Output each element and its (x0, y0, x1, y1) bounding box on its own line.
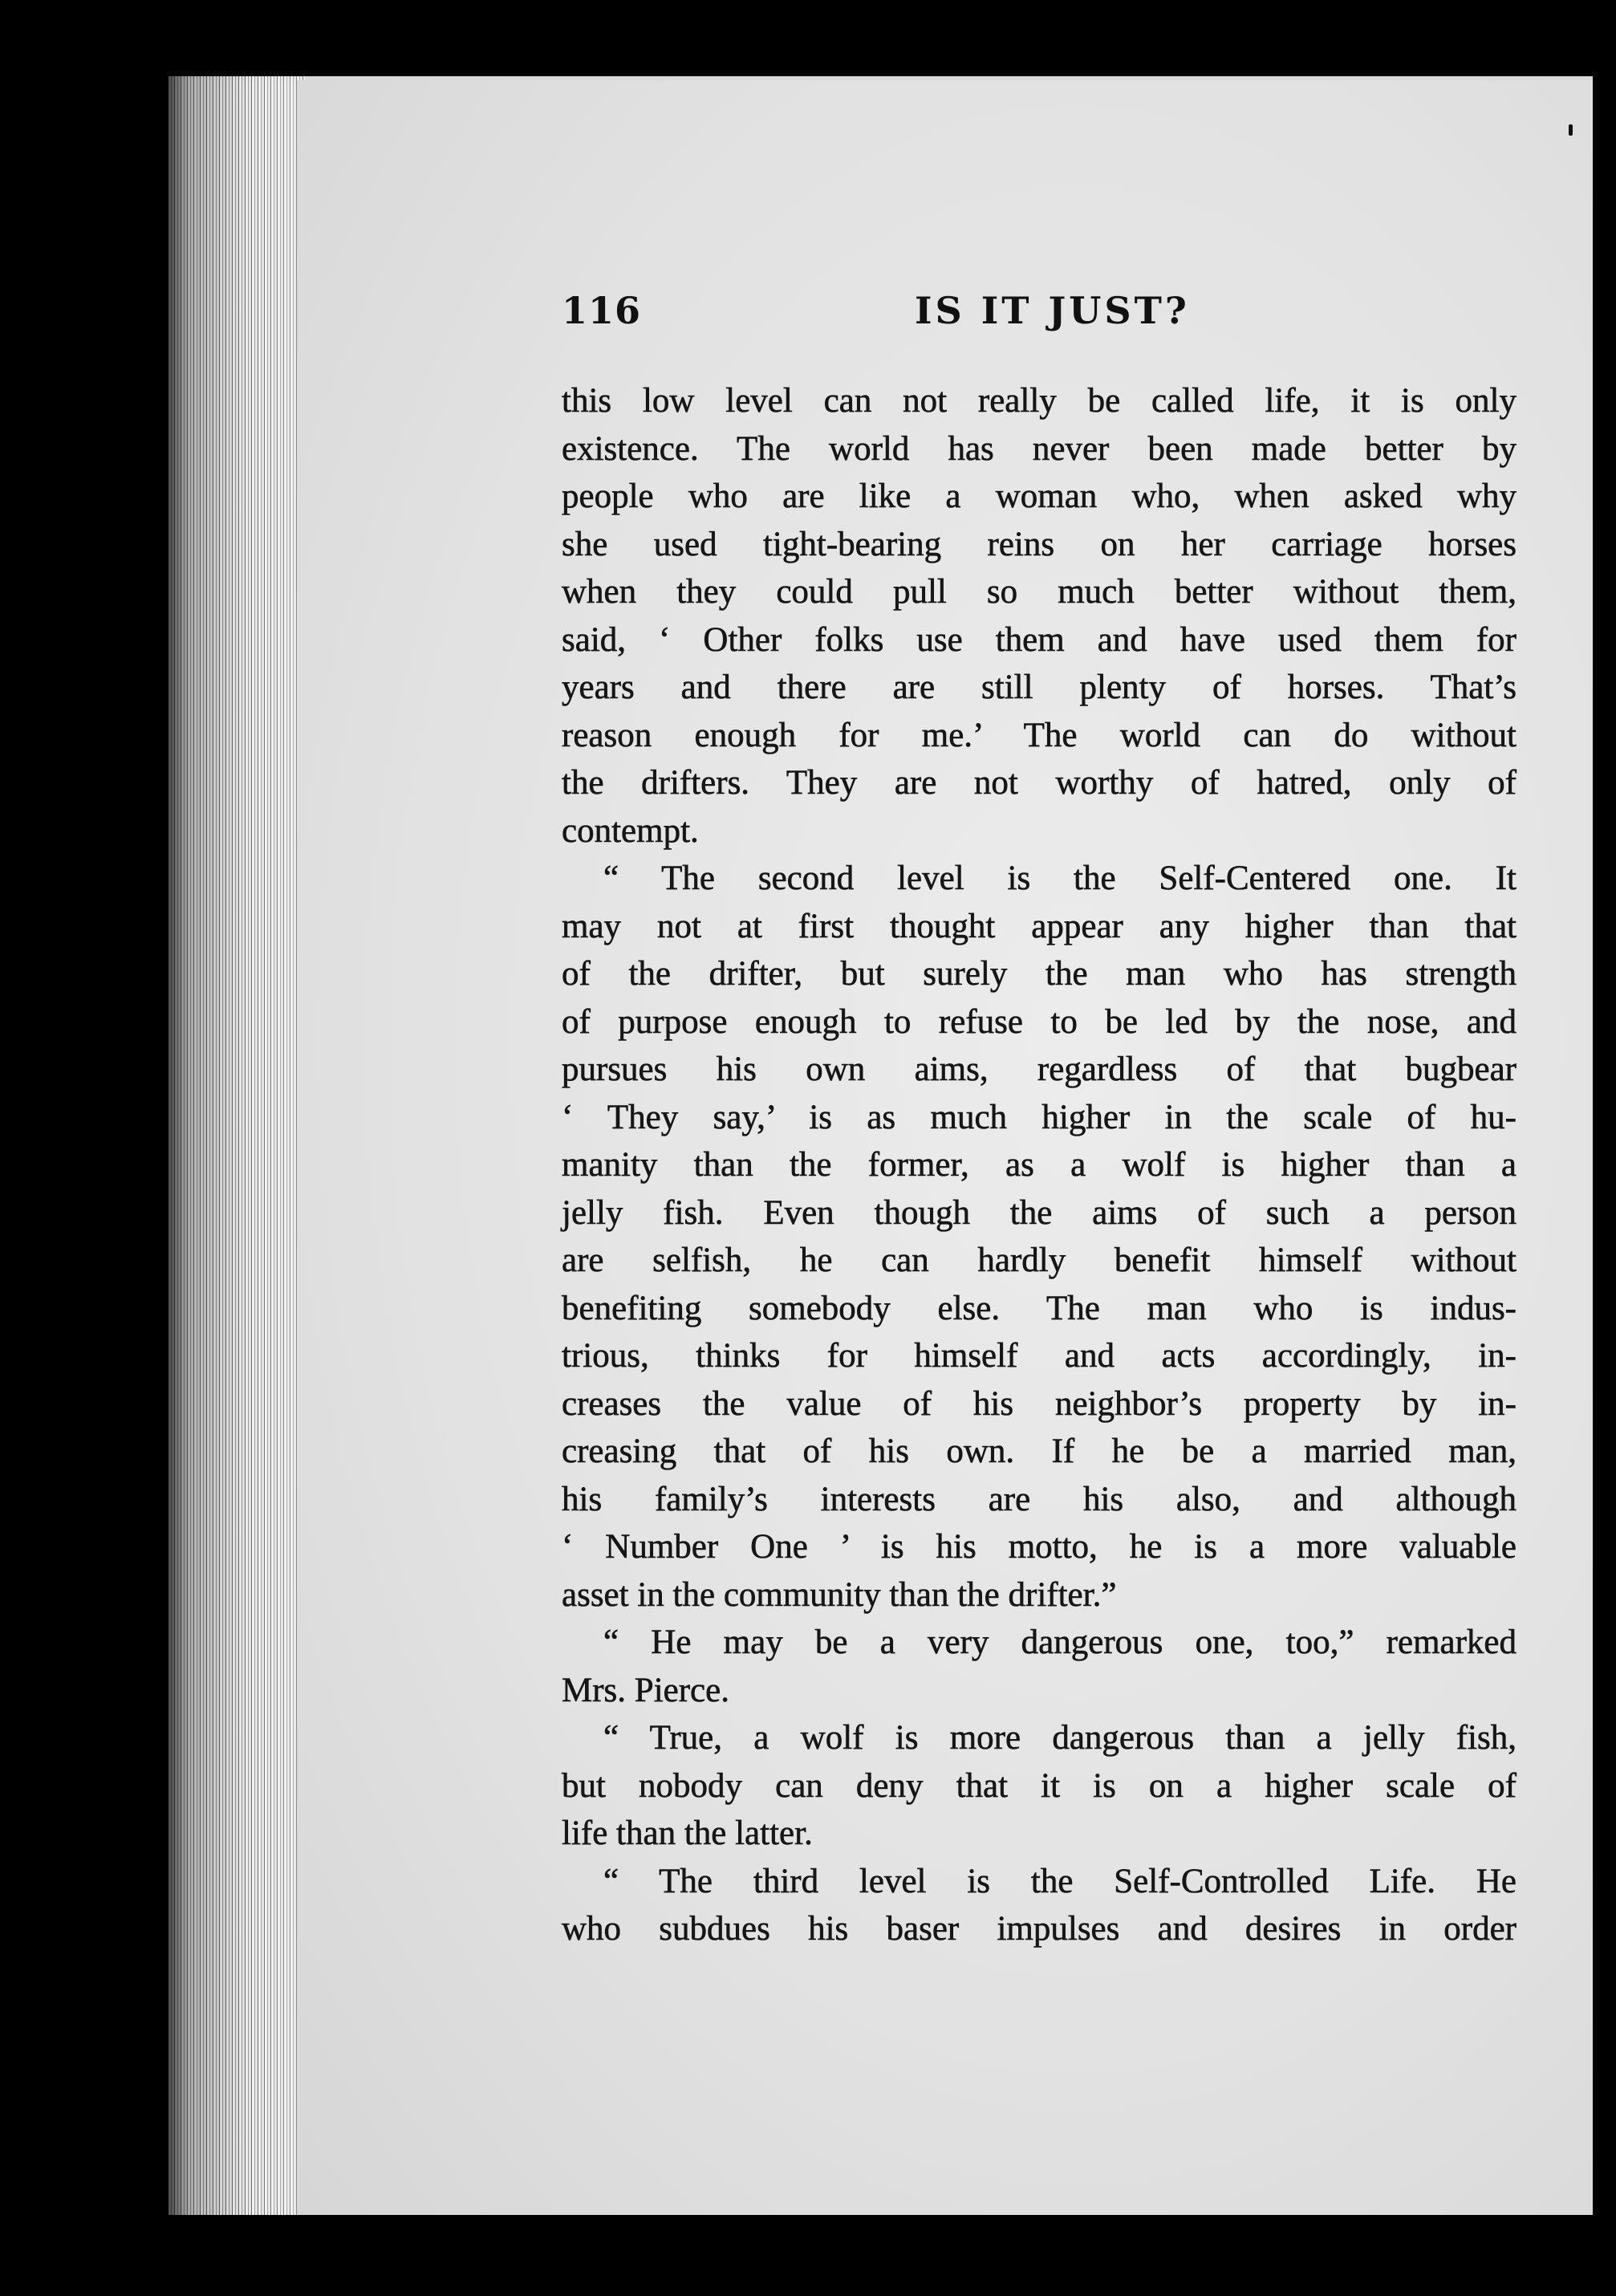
scan-top-border (0, 0, 1616, 76)
paragraph (562, 1714, 1517, 1858)
text-line: of purpose enough to refuse to be led by the nose, and (562, 1002, 1517, 1041)
body-text (562, 377, 1517, 1953)
paragraph (562, 1619, 1517, 1714)
text-line: creasing that of his own. If he be a married man, (562, 1432, 1517, 1470)
text-line: his family’s interests are his also, and although (562, 1480, 1517, 1518)
text-line: life than the latter. (562, 1814, 813, 1852)
text-line: she used tight-bearing reins on her carriage horses (562, 525, 1517, 563)
text-line: contempt. (562, 811, 699, 850)
text-line: this low level can not really be called life, it is only (562, 382, 1517, 420)
running-title: IS IT JUST? (915, 289, 1190, 332)
text-line: Mrs. Pierce. (562, 1671, 729, 1709)
scan-bottom-border (0, 2215, 1616, 2296)
text-line: the drifters. They are not worthy of hatred, only of (562, 764, 1517, 802)
running-head (562, 289, 1525, 345)
text-line: benefiting somebody else. The man who is indus- (562, 1289, 1517, 1327)
text-line: “ The third level is the Self-Controlled Life. He (603, 1862, 1517, 1900)
text-line: creases the value of his neighbor’s property by in- (562, 1384, 1517, 1423)
text-line: said, ‘ Other folks use them and have used them for (562, 620, 1517, 659)
text-line: “ The second level is the Self-Centered one. It (603, 859, 1517, 897)
text-line: manity than the former, as a wolf is higher than a (562, 1146, 1517, 1184)
text-line: reason enough for me.’ The world can do without (562, 716, 1517, 754)
text-line: existence. The world has never been made better by (562, 429, 1517, 468)
text-line: jelly fish. Even though the aims of such a person (562, 1193, 1517, 1232)
text-line: may not at first thought appear any higher than that (562, 907, 1517, 945)
text-line: “ He may be a very dangerous one, too,” remarked (603, 1623, 1517, 1661)
page-edges (169, 64, 305, 2231)
text-line: ‘ Number One ’ is his motto, he is a more valuable (562, 1528, 1517, 1566)
paragraph (562, 377, 1517, 855)
text-line: are selfish, he can hardly benefit himself without (562, 1241, 1517, 1279)
dust-speck (1569, 124, 1573, 136)
text-line: who subdues his baser impulses and desires in order (562, 1910, 1517, 1948)
text-line: of the drifter, but surely the man who has strength (562, 955, 1517, 993)
text-line: but nobody can deny that it is on a higher scale of (562, 1766, 1517, 1805)
text-line: ‘ They say,’ is as much higher in the scale of hu- (562, 1098, 1517, 1136)
text-line: “ True, a wolf is more dangerous than a jelly fish, (603, 1719, 1517, 1757)
text-line: years and there are still plenty of horses. That’s (562, 668, 1517, 706)
scan-right-border (1593, 0, 1616, 2296)
text-line: people who are like a woman who, when asked why (562, 477, 1517, 515)
text-line: pursues his own aims, regardless of that bugbear (562, 1050, 1517, 1088)
text-line: when they could pull so much better without them, (562, 573, 1517, 611)
text-line: asset in the community than the drifter.” (562, 1575, 1117, 1614)
text-line: trious, thinks for himself and acts accordingly, in- (562, 1337, 1517, 1375)
page-number: 116 (562, 289, 642, 332)
paragraph (562, 855, 1517, 1619)
paragraph (562, 1858, 1517, 1953)
